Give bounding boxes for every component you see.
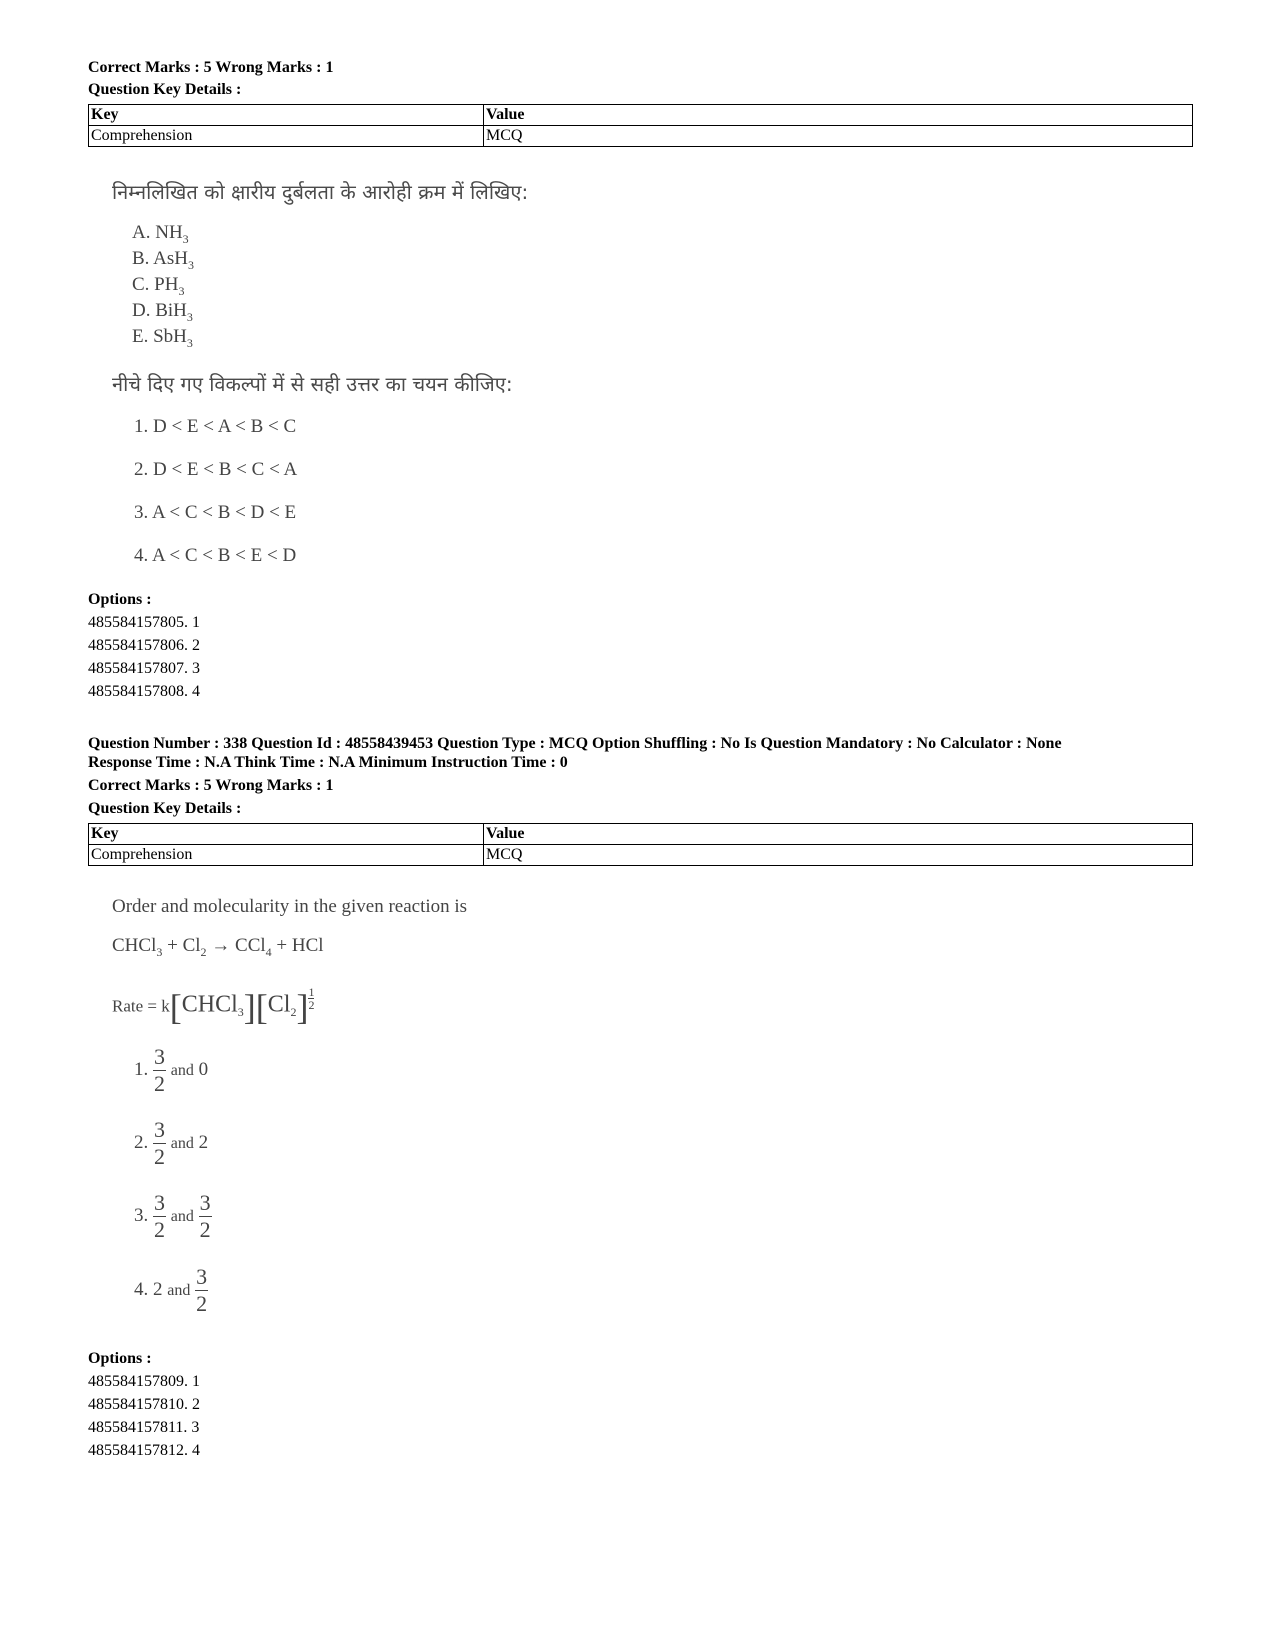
option-item: 485584157809. 1	[88, 1373, 200, 1390]
q2-choice-2	[134, 1119, 208, 1168]
rate-subscript: 2	[290, 1005, 297, 1020]
q1-choice-2: 2. D < E < B < C < A	[134, 459, 298, 480]
rate-exponent	[308, 986, 314, 1011]
fraction	[153, 1046, 166, 1095]
option-item: 485584157810. 2	[88, 1396, 200, 1413]
q2-header-line1: Question Number : 338 Question Id : 48558439453 Question Type : MCQ Option Shuffling : No Is Question Mandatory : No Calculator : None	[88, 735, 1062, 752]
table-cell-key: Comprehension	[89, 126, 484, 147]
item-label: D. BiH	[132, 300, 187, 321]
q2-key-table	[88, 823, 1193, 866]
q1-choice-1: 1. D < E < A < B < C	[134, 416, 297, 437]
frac-den: 2	[154, 1144, 165, 1169]
q2-options-label: Options :	[88, 1350, 152, 1367]
item-subscript: 3	[186, 309, 193, 324]
q2-key-details-label: Question Key Details :	[88, 800, 242, 817]
fraction	[199, 1192, 212, 1241]
q1-item-d	[132, 300, 193, 325]
reaction-subscript: 2	[200, 944, 207, 959]
frac-num: 3	[154, 1190, 165, 1215]
bracket-close-icon: ]	[296, 987, 309, 1027]
frac-den: 2	[154, 1217, 165, 1242]
reaction-part: → CCl	[206, 935, 266, 956]
fraction	[195, 1266, 208, 1315]
option-item: 485584157806. 2	[88, 637, 200, 654]
q1-key-details-label: Question Key Details :	[88, 81, 242, 98]
q1-options-label: Options :	[88, 591, 152, 608]
frac-den: 2	[199, 1217, 211, 1242]
q1-item-c	[132, 274, 184, 299]
table-header-row	[89, 824, 1193, 845]
choice-value: 2	[153, 1278, 163, 1300]
choice-value: 2	[198, 1131, 209, 1153]
bracket-close-icon: ]	[243, 987, 256, 1027]
table-cell-value: MCQ	[484, 126, 1193, 147]
reaction-part: + HCl	[271, 935, 324, 956]
q1-item-b	[132, 248, 194, 273]
item-label: C. PH	[132, 274, 179, 295]
table-header-key: Key	[89, 824, 484, 845]
q2-header-line2: Response Time : N.A Think Time : N.A Minimum Instruction Time : 0	[88, 754, 568, 771]
reaction-subscript: 4	[265, 944, 272, 959]
choice-number: 3.	[134, 1204, 149, 1226]
bracket-open-icon: [	[169, 987, 182, 1027]
table-header-value: Value	[484, 824, 1193, 845]
q1-choice-4: 4. A < C < B < E < D	[134, 545, 297, 566]
option-item: 485584157811. 3	[88, 1419, 200, 1436]
table-header-value: Value	[484, 105, 1193, 126]
choice-and: and	[170, 1207, 194, 1225]
q1-choice-3: 3. A < C < B < D < E	[134, 502, 297, 523]
exp-den: 2	[308, 998, 315, 1012]
item-subscript: 3	[178, 283, 185, 298]
table-row	[89, 845, 1193, 866]
item-label: E. SbH	[132, 326, 187, 347]
frac-num: 3	[154, 1044, 165, 1069]
table-cell-value: MCQ	[484, 845, 1193, 866]
rate-subscript: 3	[237, 1005, 244, 1020]
item-subscript: 3	[187, 257, 194, 272]
table-header-key: Key	[89, 105, 484, 126]
rate-term: Cl	[267, 991, 291, 1018]
item-subscript: 3	[182, 231, 189, 246]
frac-den: 2	[196, 1291, 208, 1316]
frac-num: 3	[199, 1190, 211, 1215]
q1-item-e	[132, 326, 193, 351]
rate-prefix: Rate = k	[112, 996, 170, 1016]
q1-marks-line: Correct Marks : 5 Wrong Marks : 1	[88, 59, 334, 76]
q2-marks-line: Correct Marks : 5 Wrong Marks : 1	[88, 777, 334, 794]
reaction-part: CHCl	[112, 935, 157, 956]
frac-num: 3	[196, 1264, 208, 1289]
q1-key-table	[88, 104, 1193, 147]
q2-choice-3	[134, 1192, 212, 1241]
option-item: 485584157812. 4	[88, 1442, 200, 1459]
bracket-open-icon: [	[255, 987, 268, 1027]
reaction-part: + Cl	[162, 935, 201, 956]
item-label: A. NH	[132, 222, 183, 243]
choice-number: 1.	[134, 1058, 149, 1080]
choice-and: and	[170, 1061, 194, 1079]
choice-and: and	[167, 1281, 191, 1299]
choice-value: 0	[198, 1058, 209, 1080]
option-item: 485584157808. 4	[88, 683, 200, 700]
q2-prompt: Order and molecularity in the given reaction is	[112, 896, 468, 917]
q2-rate-law	[112, 986, 314, 1028]
reaction-subscript: 3	[156, 944, 163, 959]
option-item: 485584157807. 3	[88, 660, 200, 677]
table-row	[89, 126, 1193, 147]
q2-choice-1	[134, 1046, 208, 1095]
choice-and: and	[170, 1134, 194, 1152]
q2-reaction	[112, 935, 324, 960]
q2-choice-4	[134, 1266, 208, 1315]
option-item: 485584157805. 1	[88, 614, 200, 631]
fraction	[153, 1119, 166, 1168]
table-header-row	[89, 105, 1193, 126]
choice-number: 4.	[134, 1278, 149, 1300]
item-subscript: 3	[186, 335, 193, 350]
exp-num: 1	[308, 985, 315, 999]
frac-den: 2	[154, 1071, 165, 1096]
table-cell-key: Comprehension	[89, 845, 484, 866]
q1-select-hindi: नीचे दिए गए विकल्पों में से सही उत्तर का चयन कीजिए:	[112, 372, 513, 396]
item-label: B. AsH	[132, 248, 188, 269]
choice-number: 2.	[134, 1131, 149, 1153]
frac-num: 3	[154, 1117, 165, 1142]
q1-prompt-hindi: निम्नलिखित को क्षारीय दुर्बलता के आरोही क्रम में लिखिए:	[112, 180, 529, 204]
q1-item-a	[132, 222, 189, 247]
rate-term: CHCl	[181, 991, 238, 1018]
fraction	[153, 1192, 166, 1241]
